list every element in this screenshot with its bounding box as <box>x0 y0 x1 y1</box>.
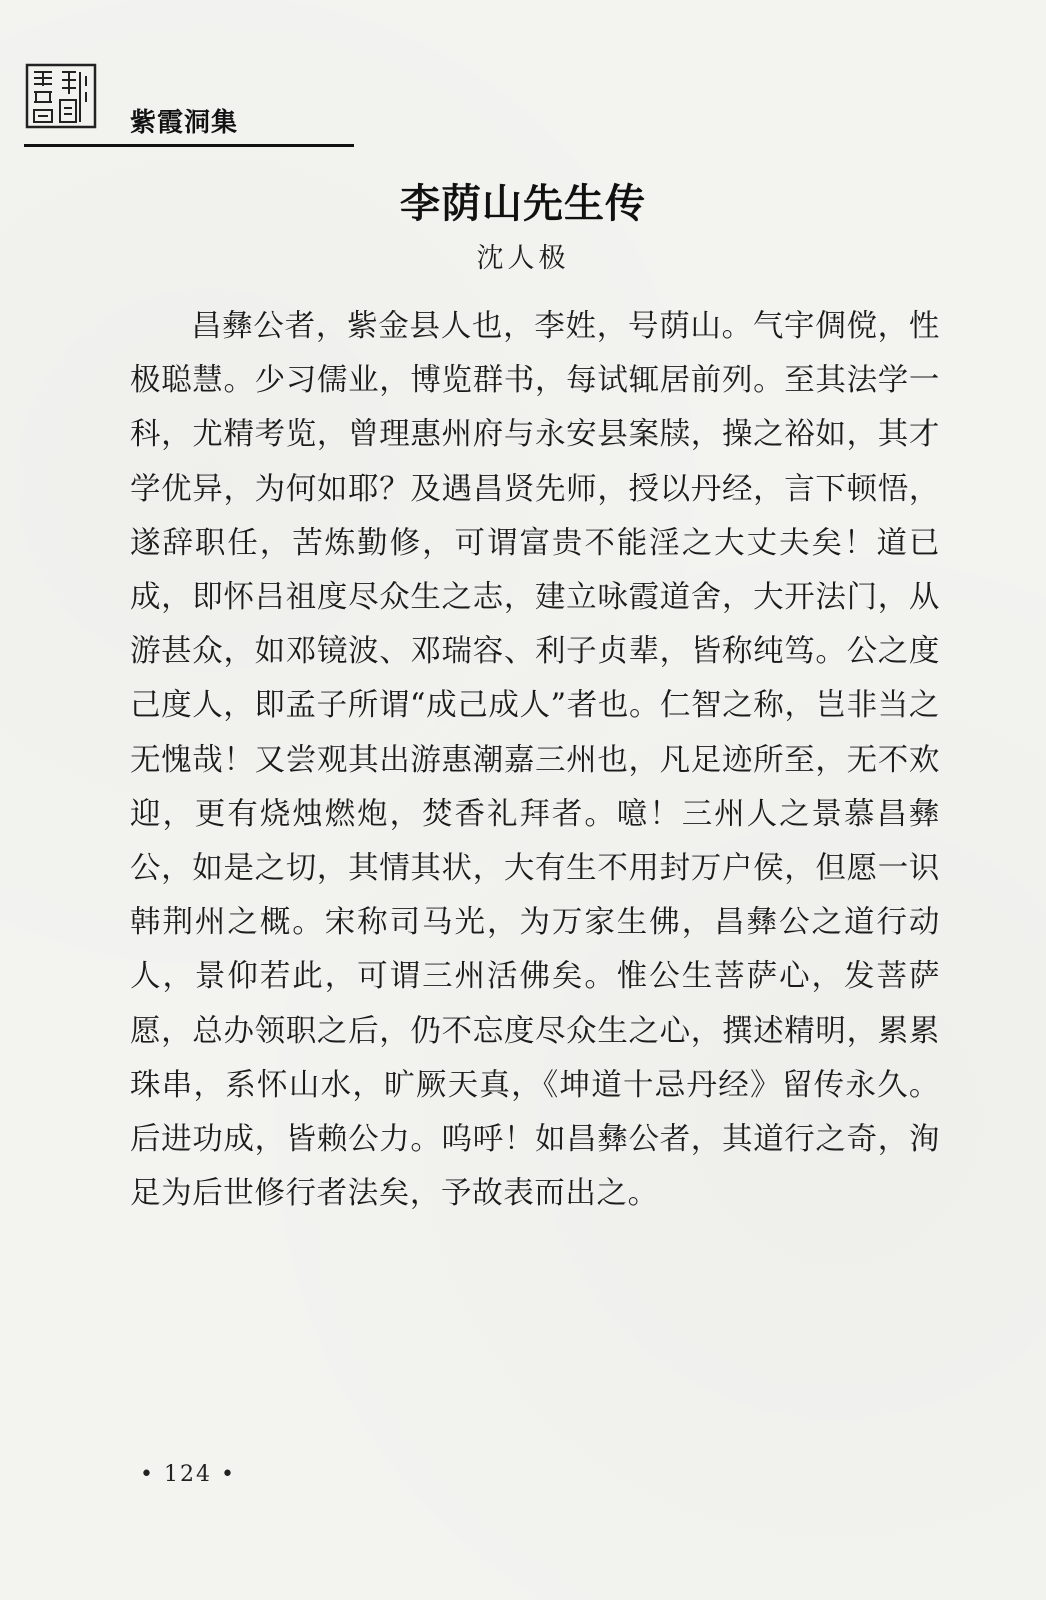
page-number: • 124 • <box>140 1462 236 1487</box>
article-title: 李荫山先生传 <box>400 181 646 227</box>
article-author: 沈人极 <box>476 243 570 274</box>
article-body: 昌彝公者，紫金县人也，李姓，号荫山。气宇倜傥，性极聪慧。少习儒业，博览群书，每试辄居前列。至其法学一科，尤精考览，曾理惠州府与永安县案牍，操之裕如，其才学优异，为何如耶？及遇昌贤先师，授以丹经，言下顿悟，遂辞职任，苦炼勤修，可谓富贵不能淫之大丈夫矣！道已成，即怀吕祖度尽众生之志，建立咏霞道舍，大开法门，从游甚众，如邓镜波、邓瑞容、利子贞辈，皆称纯笃。公之度己度人，即孟子所谓“成己成人”者也。仁智之称，岂非当之无愧哉！又尝观其出游惠潮嘉三州也，凡足迹所至，无不欢迎，更有烧烛燃炮，焚香礼拜者。噫！三州人之景慕昌彝公，如是之切，其情其状，大有生不用封万户侯，但愿一识韩荆州之概。宋称司马光，为万家生佛，昌彝公之道行动人，景仰若此，可谓三州活佛矣。惟公生菩萨心，发菩萨愿，总办领职之后，仍不忘度尽众生之心，撰述精明，累累珠串，系怀山水，旷厥天真，《坤道十忌丹经》留传永久。后进功成，皆赖公力。呜呼！如昌彝公者，其道行之奇，洵足为后世修行者法矣，予故表而出之。 <box>130 309 940 1212</box>
header-divider <box>24 144 354 147</box>
series-title: 紫霞洞集 <box>130 108 239 138</box>
running-header <box>24 62 354 152</box>
seal-stamp-icon <box>24 62 98 130</box>
